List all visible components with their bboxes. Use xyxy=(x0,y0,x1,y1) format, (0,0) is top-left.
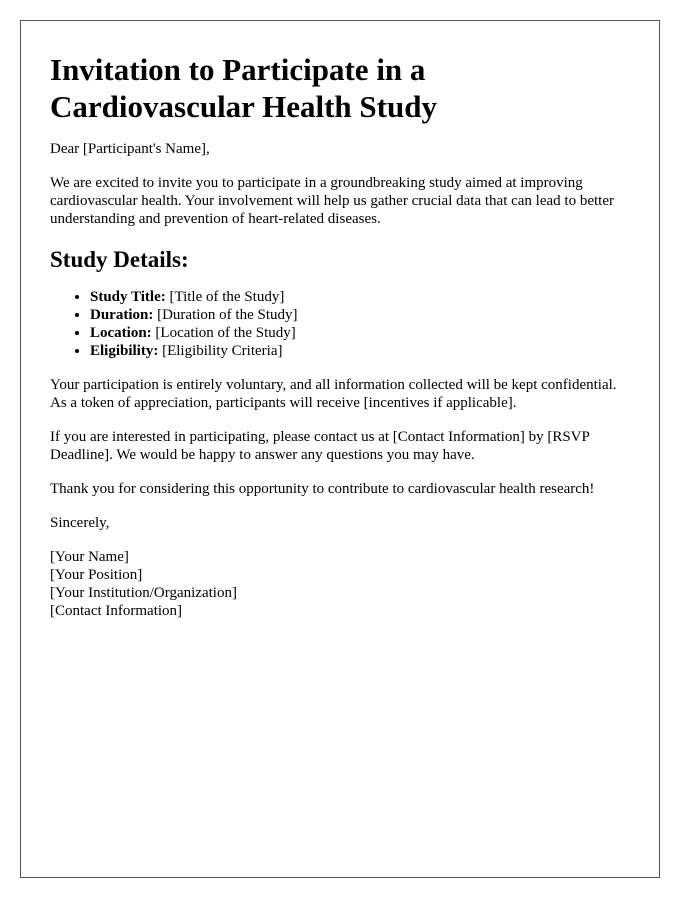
signature-institution: [Your Institution/Organization] xyxy=(50,585,237,601)
list-item xyxy=(90,288,630,306)
intro-paragraph: We are excited to invite you to participate in a groundbreaking study aimed at improving cardiovascular health. Your involvement will help us gather crucial data that can lead to better understanding and prevention of heart-related diseases. xyxy=(50,175,614,227)
signature-block xyxy=(50,548,630,620)
detail-value: [Duration of the Study] xyxy=(157,307,298,323)
voluntary-paragraph: Your participation is entirely voluntary, and all information collected will be kept confidential. As a token of appreciation, participants will receive [incentives if applicable]. xyxy=(50,377,617,411)
detail-label: Duration: xyxy=(90,307,154,323)
detail-label: Location: xyxy=(90,325,152,341)
signature-name: [Your Name] xyxy=(50,549,129,565)
contact-paragraph: If you are interested in participating, please contact us at [Contact Information] by [RSVP Deadline]. We would be happy to answer any questions you may have. xyxy=(50,429,590,463)
detail-label: Eligibility: xyxy=(90,343,159,359)
signature-contact: [Contact Information] xyxy=(50,603,183,619)
closing: Sincerely, xyxy=(50,515,110,531)
detail-label: Study Title: xyxy=(90,289,166,305)
list-item xyxy=(90,324,630,342)
detail-value: [Eligibility Criteria] xyxy=(162,343,283,359)
detail-value: [Location of the Study] xyxy=(155,325,296,341)
letter-title: Invitation to Participate in a Cardiovascular Health Study xyxy=(50,52,437,124)
study-details-heading: Study Details: xyxy=(50,247,189,272)
thanks-paragraph: Thank you for considering this opportunity to contribute to cardiovascular health research! xyxy=(50,481,595,497)
signature-position: [Your Position] xyxy=(50,567,143,583)
study-details-list xyxy=(50,288,630,360)
letter-page xyxy=(20,20,660,878)
list-item xyxy=(90,306,630,324)
list-item xyxy=(90,342,630,360)
salutation: Dear [Participant's Name], xyxy=(50,141,210,157)
detail-value: [Title of the Study] xyxy=(169,289,285,305)
